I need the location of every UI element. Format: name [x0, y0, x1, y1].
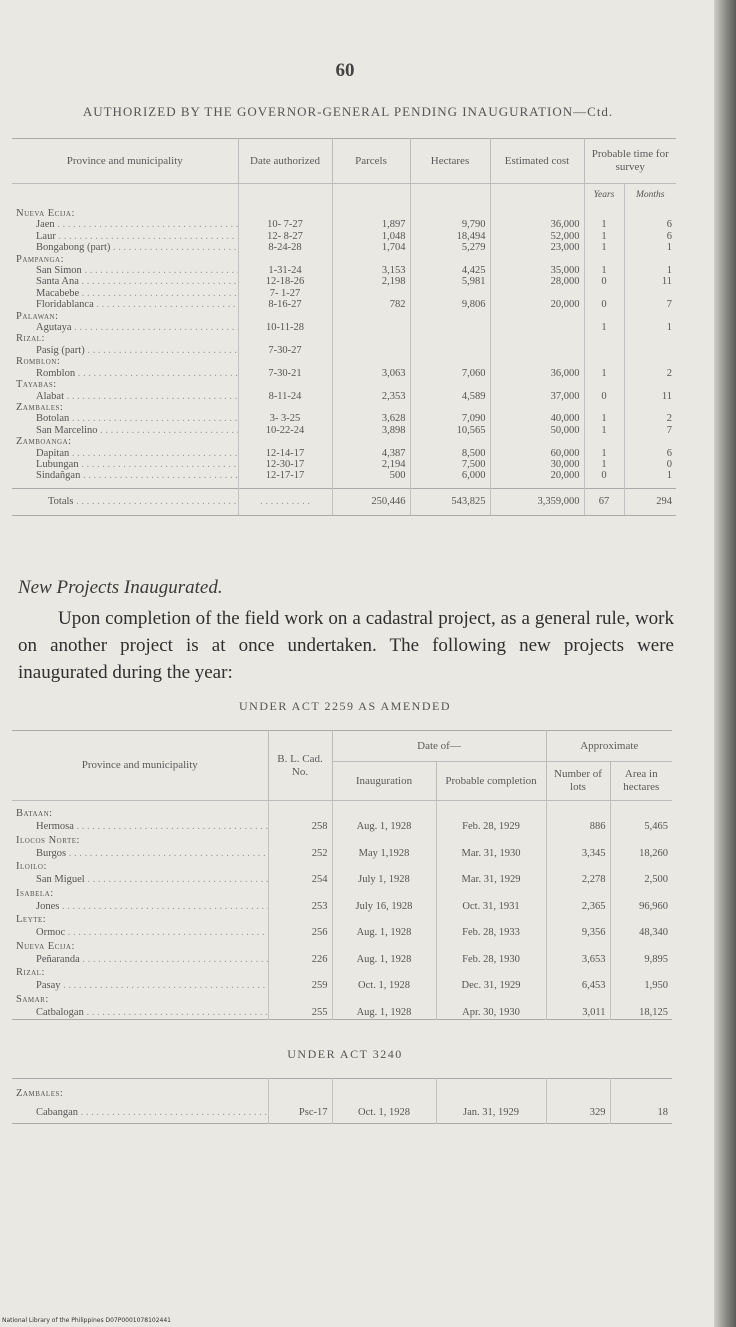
cell-hectares: 7,090	[410, 413, 490, 424]
province-name: Tayabas:	[12, 379, 238, 390]
table-row	[12, 470, 676, 481]
col-province: Province and municipality	[12, 731, 268, 801]
cell-inaug: July 1, 1928	[332, 874, 436, 887]
cell-parcels	[332, 288, 410, 299]
province-row	[12, 379, 676, 390]
cell-years: 0	[584, 299, 624, 310]
col-area-hectares: Area in hectares	[610, 762, 672, 801]
cell-area: 2,500	[644, 874, 669, 885]
cell-cost	[490, 322, 584, 333]
cell-months: 1	[666, 242, 672, 254]
cell-lots: 9,356	[546, 927, 610, 940]
table-row	[12, 1007, 672, 1020]
province-row	[12, 860, 672, 874]
cell-cost: 36,000	[490, 368, 584, 379]
table-row	[12, 1103, 672, 1124]
table-row	[12, 954, 672, 967]
cell-parcels: 3,628	[332, 413, 410, 424]
totals-hectares: 543,825	[410, 488, 490, 515]
cell-hectares: 9,790	[410, 219, 490, 230]
col-probable-time: Probable time for survey	[584, 139, 676, 184]
cell-lots: 2,278	[546, 874, 610, 887]
totals-years: 67	[584, 488, 624, 515]
province-row	[12, 966, 672, 980]
table-row	[12, 901, 672, 914]
province-row	[12, 887, 672, 901]
province-row	[12, 834, 672, 848]
cell-years: 0	[584, 391, 624, 402]
cell-area: 48,340	[639, 927, 669, 938]
caption-act-3240: UNDER ACT 3240	[287, 1047, 403, 1061]
cell-completion: Feb. 28, 1930	[436, 954, 546, 967]
municipality-name: Catbalogan . . .	[12, 1007, 268, 1020]
cell-years	[584, 288, 624, 299]
table-row	[12, 345, 676, 356]
cell-cost: 60,000	[490, 448, 584, 459]
municipality-name: Jaen . . .	[12, 219, 238, 230]
cell-bl: 258	[268, 821, 332, 834]
cell-months: 6	[666, 447, 672, 459]
table-row	[12, 927, 672, 940]
table-row	[12, 821, 672, 834]
table-row	[12, 288, 676, 299]
table-row	[12, 242, 676, 253]
municipality-name: Bongabong (part) . . .	[12, 242, 238, 253]
page-number: 60	[335, 60, 355, 81]
cell-months: 1	[666, 265, 672, 277]
cell-parcels: 782	[332, 299, 410, 310]
province-name: Romblon:	[12, 356, 238, 367]
cell-hectares: 4,589	[410, 391, 490, 402]
province-name: Nueva Ecija:	[12, 940, 268, 954]
cell-inaug: Aug. 1, 1928	[332, 954, 436, 967]
municipality-name: Sindañgan . . .	[12, 470, 238, 481]
cell-completion: Mar. 31, 1929	[436, 874, 546, 887]
cell-area: 18,125	[639, 1006, 669, 1018]
col-province: Province and municipality	[12, 139, 238, 184]
cell-inaug: Oct. 1, 1928	[332, 980, 436, 993]
municipality-name: Burgos . . .	[12, 848, 268, 861]
cell-date: 10-22-24	[238, 425, 332, 436]
municipality-name: Ormoc . . .	[12, 927, 268, 940]
subcol-years: Years	[584, 184, 624, 209]
cell-cost: 52,000	[490, 231, 584, 242]
col-estimated-cost: Estimated cost	[490, 139, 584, 184]
province-name: Isabela:	[12, 887, 268, 901]
cell-cost: 40,000	[490, 413, 584, 424]
cell-date: 10- 7-27	[238, 219, 332, 230]
intro-paragraph: Upon completion of the field work on a cadastral project, as a general rule, work on another project is at once undertaken. The following new projects were inaugurated during the year:	[18, 608, 674, 683]
cell-cost	[490, 345, 584, 356]
municipality-name: San Marcelino . . .	[12, 425, 238, 436]
province-row	[12, 208, 676, 219]
cell-parcels	[332, 345, 410, 356]
municipality-name: San Simon . . .	[12, 265, 238, 276]
totals-date: . . . . . . . . . .	[238, 488, 332, 515]
cell-parcels: 500	[332, 470, 410, 481]
cell-parcels: 1,048	[332, 231, 410, 242]
totals-parcels: 250,446	[332, 488, 410, 515]
table3-body	[12, 1079, 672, 1124]
cell-date: 8-24-28	[238, 242, 332, 253]
table-row	[12, 980, 672, 993]
table-row	[12, 276, 676, 287]
cell-years: 0	[584, 276, 624, 287]
cell-cost: 35,000	[490, 265, 584, 276]
province-name: Pampanga:	[12, 254, 238, 265]
cell-date: 12-17-17	[238, 470, 332, 481]
cell-months: 2	[666, 367, 672, 379]
cell-parcels: 3,153	[332, 265, 410, 276]
cell-date: 8-16-27	[238, 299, 332, 310]
municipality-name: Macabebe . . .	[12, 288, 238, 299]
col-approximate: Approximate	[546, 731, 672, 762]
municipality-name: Peñaranda . . .	[12, 954, 268, 967]
cell-date: 12- 8-27	[238, 231, 332, 242]
province-name: Zamboanga:	[12, 436, 238, 447]
cell-date: 3- 3-25	[238, 413, 332, 424]
municipality-name: Laur . . .	[12, 231, 238, 242]
cell-inaug: Aug. 1, 1928	[332, 927, 436, 940]
col-parcels: Parcels	[332, 139, 410, 184]
province-row	[12, 311, 676, 322]
municipality-name: Hermosa . . .	[12, 821, 268, 834]
authorized-projects-table	[12, 138, 676, 516]
cell-parcels: 3,063	[332, 368, 410, 379]
cell-date: 1-31-24	[238, 265, 332, 276]
table-row	[12, 231, 676, 242]
cell-months: 1	[666, 470, 672, 482]
cell-completion: Jan. 31, 1929	[436, 1103, 546, 1124]
cell-hectares: 7,060	[410, 368, 490, 379]
cell-area: 9,895	[644, 953, 669, 965]
cell-bl: 226	[268, 954, 332, 967]
municipality-name: Jones . . .	[12, 901, 268, 914]
cell-bl: 253	[268, 901, 332, 914]
cell-years: 1	[584, 242, 624, 253]
cell-completion: Feb. 28, 1929	[436, 821, 546, 834]
cell-date: 7- 1-27	[238, 288, 332, 299]
table2-body	[12, 801, 672, 1020]
cell-completion: Feb. 28, 1933	[436, 927, 546, 940]
cell-years: 0	[584, 470, 624, 481]
table-row	[12, 391, 676, 402]
province-row	[12, 356, 676, 367]
cell-years: 1	[584, 368, 624, 379]
cell-hectares: 8,500	[410, 448, 490, 459]
municipality-name: Pasig (part) . . .	[12, 345, 238, 356]
cell-months: 11	[661, 276, 672, 288]
province-name: Zambales:	[12, 402, 238, 413]
province-row	[12, 801, 672, 822]
province-name: Palawan:	[12, 311, 238, 322]
cell-parcels: 1,704	[332, 242, 410, 253]
cell-parcels: 3,898	[332, 425, 410, 436]
table-row	[12, 448, 676, 459]
totals-months: 294	[624, 488, 676, 515]
cell-parcels: 4,387	[332, 448, 410, 459]
cell-lots: 6,453	[546, 980, 610, 993]
cell-parcels: 2,198	[332, 276, 410, 287]
province-row	[12, 402, 676, 413]
col-number-of-lots: Number of lots	[546, 762, 610, 801]
cell-bl: 252	[268, 848, 332, 861]
cell-inaug: Aug. 1, 1928	[332, 821, 436, 834]
cell-hectares: 9,806	[410, 299, 490, 310]
province-name: Iloilo:	[12, 860, 268, 874]
cell-lots: 3,345	[546, 848, 610, 861]
cell-completion: Oct. 31, 1931	[436, 901, 546, 914]
running-head: AUTHORIZED BY THE GOVERNOR-GENERAL PENDING INAUGURATION—Ctd.	[82, 104, 614, 119]
cell-date: 7-30-21	[238, 368, 332, 379]
col-bl-cad-no: B. L. Cad. No.	[268, 731, 332, 801]
cell-months: 2	[666, 413, 672, 425]
cell-lots: 886	[546, 821, 610, 834]
cell-hectares: 5,279	[410, 242, 490, 253]
cell-date: 12-14-17	[238, 448, 332, 459]
cell-months: 11	[661, 390, 672, 402]
col-date-of: Date of—	[332, 731, 546, 762]
cell-hectares: 5,981	[410, 276, 490, 287]
province-name: Rizal:	[12, 966, 268, 980]
cell-completion: Mar. 31, 1930	[436, 848, 546, 861]
cell-area: 18,260	[639, 847, 669, 859]
caption-act-2259: UNDER ACT 2259 AS AMENDED	[239, 699, 451, 713]
municipality-name: Alabat . . .	[12, 391, 238, 402]
table-row	[12, 848, 672, 861]
table-row	[12, 459, 676, 470]
cell-months	[624, 345, 676, 356]
cell-hectares	[410, 288, 490, 299]
municipality-name: Agutaya . . .	[12, 322, 238, 333]
cell-hectares: 18,494	[410, 231, 490, 242]
cell-date: 10-11-28	[238, 322, 332, 333]
province-name: Zambales:	[12, 1079, 268, 1104]
province-row	[12, 913, 672, 927]
cell-area: 96,960	[639, 900, 669, 912]
municipality-name: Botolan . . .	[12, 413, 238, 424]
province-row	[12, 940, 672, 954]
cell-cost: 50,000	[490, 425, 584, 436]
province-name: Samar:	[12, 993, 268, 1007]
footer-credit: National Library of the Philippines D07P0001078102441	[2, 1317, 171, 1324]
province-row	[12, 993, 672, 1007]
table-row	[12, 265, 676, 276]
cell-cost	[490, 288, 584, 299]
municipality-name: Lubungan . . .	[12, 459, 238, 470]
new-projects-table	[12, 730, 672, 1020]
municipality-name: San Miguel . . .	[12, 874, 268, 887]
municipality-name: Santa Ana . . .	[12, 276, 238, 287]
cell-parcels: 1,897	[332, 219, 410, 230]
cell-inaug: July 16, 1928	[332, 901, 436, 914]
cell-hectares: 4,425	[410, 265, 490, 276]
cell-cost: 20,000	[490, 299, 584, 310]
cell-years: 1	[584, 231, 624, 242]
cell-months: 7	[666, 424, 672, 436]
cell-hectares: 7,500	[410, 459, 490, 470]
table-row	[12, 219, 676, 230]
cell-parcels: 2,194	[332, 459, 410, 470]
municipality-name: Romblon . . .	[12, 368, 238, 379]
cell-months	[624, 288, 676, 299]
cell-area: 5,465	[644, 821, 669, 832]
province-name: Bataan:	[12, 801, 268, 822]
col-inauguration: Inauguration	[332, 762, 436, 801]
cell-years: 1	[584, 448, 624, 459]
totals-label: Totals . . .	[12, 488, 238, 515]
cell-inaug: Aug. 1, 1928	[332, 1007, 436, 1020]
cell-completion: Dec. 31, 1929	[436, 980, 546, 993]
cell-cost: 23,000	[490, 242, 584, 253]
cell-inaug: May 1,1928	[332, 848, 436, 861]
cell-parcels	[332, 322, 410, 333]
cell-months: 6	[666, 219, 672, 231]
province-row	[12, 436, 676, 447]
cell-date: 12-30-17	[238, 459, 332, 470]
cell-cost: 30,000	[490, 459, 584, 470]
cell-lots: 3,653	[546, 954, 610, 967]
cell-years: 1	[584, 413, 624, 424]
province-name: Nueva Ecija:	[12, 208, 238, 219]
cell-years	[584, 345, 624, 356]
cell-cost: 20,000	[490, 470, 584, 481]
cell-area: 1,950	[644, 980, 669, 991]
municipality-name: Floridablanca . . .	[12, 299, 238, 310]
cell-area: 18	[657, 1107, 668, 1118]
table-row	[12, 368, 676, 379]
cell-years: 1	[584, 219, 624, 230]
cell-parcels: 2,353	[332, 391, 410, 402]
cell-bl: 255	[268, 1007, 332, 1020]
cell-years: 1	[584, 459, 624, 470]
cell-years: 1	[584, 322, 624, 333]
table1-body	[12, 184, 676, 489]
table-row	[12, 874, 672, 887]
totals-cost: 3,359,000	[490, 488, 584, 515]
cell-months: 0	[666, 458, 672, 470]
cell-hectares	[410, 322, 490, 333]
cell-cost: 37,000	[490, 391, 584, 402]
cell-bl: 259	[268, 980, 332, 993]
province-name: Leyte:	[12, 913, 268, 927]
section-title: New Projects Inaugurated.	[18, 577, 223, 598]
col-date-authorized: Date authorized	[238, 139, 332, 184]
municipality-name: Dapitan . . .	[12, 448, 238, 459]
table-row	[12, 299, 676, 310]
cell-months: 7	[666, 299, 672, 311]
cell-inaug: Oct. 1, 1928	[332, 1103, 436, 1124]
cell-years: 1	[584, 425, 624, 436]
cell-years: 1	[584, 265, 624, 276]
province-name: Ilocos Norte:	[12, 834, 268, 848]
cell-months: 6	[666, 230, 672, 242]
cell-bl: 254	[268, 874, 332, 887]
cell-completion: Apr. 30, 1930	[436, 1007, 546, 1020]
cell-lots: 2,365	[546, 901, 610, 914]
table-row	[12, 425, 676, 436]
cell-cost: 28,000	[490, 276, 584, 287]
act-3240-table	[12, 1078, 672, 1124]
page-edge-shadow	[714, 0, 736, 1327]
cell-cost: 36,000	[490, 219, 584, 230]
subcol-months: Months	[636, 190, 665, 201]
province-row	[12, 254, 676, 265]
cell-hectares: 6,000	[410, 470, 490, 481]
cell-lots: 3,011	[546, 1007, 610, 1020]
cell-hectares: 10,565	[410, 425, 490, 436]
col-hectares: Hectares	[410, 139, 490, 184]
cell-bl: 256	[268, 927, 332, 940]
cell-hectares	[410, 345, 490, 356]
province-row	[12, 333, 676, 344]
cell-date: 8-11-24	[238, 391, 332, 402]
province-row	[12, 1079, 672, 1104]
table-row	[12, 322, 676, 333]
cell-date: 12-18-26	[238, 276, 332, 287]
province-name: Rizal:	[12, 333, 238, 344]
cell-lots: 329	[546, 1103, 610, 1124]
cell-date: 7-30-27	[238, 345, 332, 356]
table-row	[12, 413, 676, 424]
municipality-name: Cabangan . . .	[12, 1103, 268, 1124]
cell-bl: Psc-17	[268, 1103, 332, 1124]
municipality-name: Pasay . . .	[12, 980, 268, 993]
col-probable-completion: Probable completion	[436, 762, 546, 801]
cell-months: 1	[666, 322, 672, 334]
